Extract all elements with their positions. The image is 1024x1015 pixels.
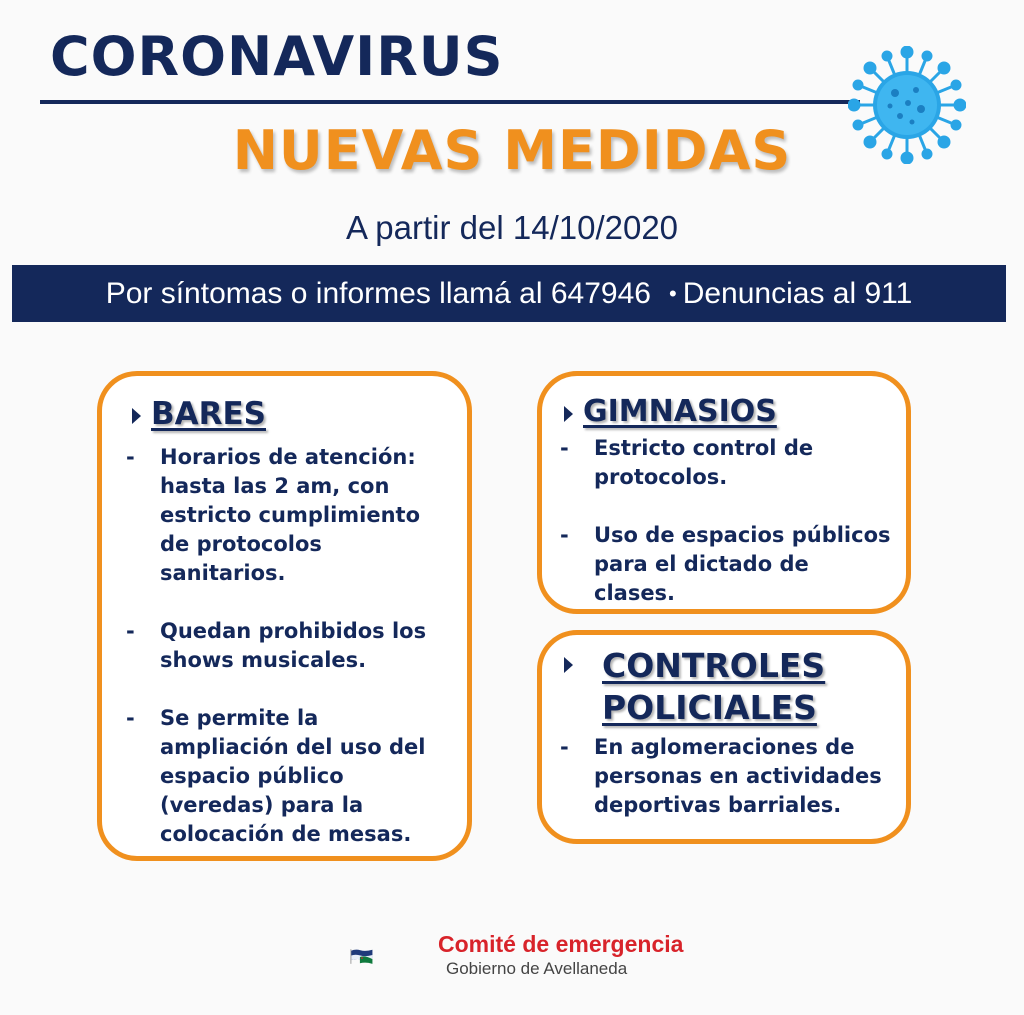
org-name: Comité de emergencia — [438, 931, 684, 957]
gimnasios-heading — [564, 394, 777, 429]
triangle-right-icon — [132, 408, 141, 424]
bares-card — [97, 371, 472, 861]
triangle-right-icon — [564, 406, 573, 422]
list-item: - Horarios de atención: hasta las 2 am, con estricto cumplimiento de protocolos sanitarios. — [126, 443, 448, 588]
controles-title-line1: CONTROLES — [602, 646, 826, 685]
title-divider — [40, 100, 860, 104]
gov-name: Gobierno de Avellaneda — [446, 959, 628, 978]
bares-title: BARES — [151, 396, 266, 432]
list-item: - Estricto control de protocolos. — [560, 434, 896, 492]
symptoms-contact: Por síntomas o informes llamá al 647946 — [105, 276, 651, 310]
gimnasios-list — [560, 434, 896, 608]
contact-banner — [12, 265, 1006, 322]
list-item: - Uso de espacios públicos para el dictado de clases. — [560, 521, 896, 608]
page-subtitle: NUEVAS MEDIDAS — [232, 119, 792, 182]
effective-date: A partir del 14/10/2020 — [345, 209, 679, 246]
complaints-contact: Denuncias al 911 — [682, 276, 913, 310]
controles-heading — [602, 645, 825, 729]
list-item: - Quedan prohibidos los shows musicales. — [126, 617, 448, 675]
controles-list — [560, 733, 896, 820]
bares-list — [126, 443, 448, 849]
bares-heading — [132, 396, 266, 432]
page-title: CORONAVIRUS — [50, 25, 504, 88]
bullet-separator: • — [668, 280, 677, 306]
flag-icon — [350, 924, 440, 988]
list-item: - En aglomeraciones de personas en actividades deportivas barriales. — [560, 733, 896, 820]
triangle-right-icon — [564, 657, 573, 673]
list-item: - Se permite la ampliación del uso del espacio público (veredas) para la colocación de mesas. — [126, 704, 448, 849]
controles-title-line2: POLICIALES — [602, 688, 817, 727]
gimnasios-title: GIMNASIOS — [583, 394, 777, 429]
controles-card — [537, 630, 911, 844]
gimnasios-card — [537, 371, 911, 614]
